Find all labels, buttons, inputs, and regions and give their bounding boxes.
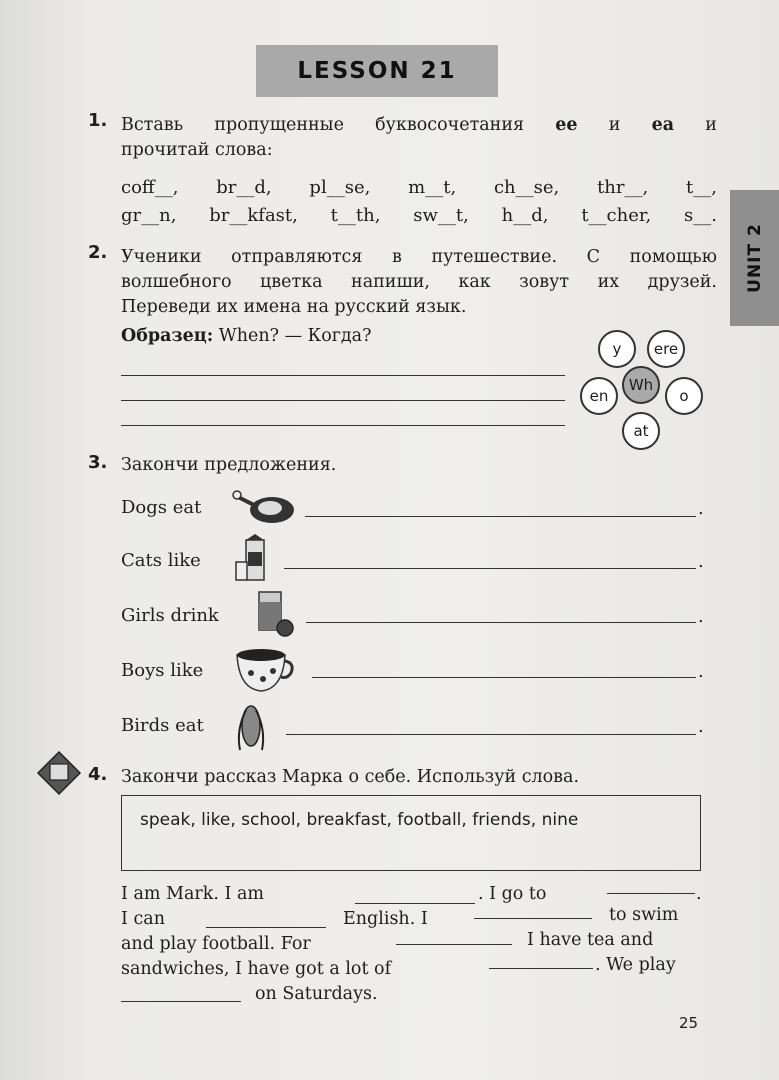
letter-combo-ee: ee	[555, 115, 578, 135]
story-text: to swim	[609, 905, 679, 925]
task-4-number: 4.	[88, 764, 108, 785]
letter-combo-ea: ea	[651, 115, 675, 135]
story-text: on Saturdays.	[255, 984, 378, 1004]
answer-line[interactable]	[305, 516, 696, 517]
unit-tab	[730, 190, 779, 326]
task-2-line-1: Ученики отправляются в путешествие. С помощью	[121, 247, 717, 267]
corn-icon	[234, 700, 268, 754]
task-2-line-2: волшебного цветка напиши, как зовут их друзей.	[121, 272, 717, 292]
task-1-instruction-line-2: прочитай слова:	[121, 140, 273, 160]
task-2-line-3: Переведи их имена на русский язык.	[121, 297, 467, 317]
lesson-title-box	[256, 45, 498, 97]
story-text: .	[696, 884, 702, 904]
task-1-number: 1.	[88, 110, 108, 131]
story-text: I am Mark. I am	[121, 884, 265, 904]
sentence-start: Boys like	[121, 660, 204, 681]
answer-line[interactable]	[312, 677, 696, 678]
task-1-words-line-1: coff__, br__d, pl__se, m__t, ch__se, thr__, t__,	[121, 177, 717, 198]
story-text: . I go to	[478, 884, 547, 904]
flower-center: Wh	[622, 366, 660, 404]
word-bank-box	[121, 795, 701, 871]
task-1-instruction-text: Вставь пропущенные буквосочетания	[121, 115, 525, 135]
period: .	[698, 498, 704, 519]
sample-text: When? — Когда?	[218, 326, 372, 346]
sentence-start: Cats like	[121, 550, 201, 571]
story-blank[interactable]	[489, 968, 593, 969]
period: .	[698, 551, 704, 572]
story-line-1	[121, 882, 264, 907]
juice-icon	[255, 590, 297, 638]
word-bank: speak, like, school, breakfast, football, friends, nine	[140, 810, 579, 830]
task-2-instruction	[121, 245, 717, 320]
story-text: and play football. For	[121, 934, 311, 954]
cup-icon	[233, 645, 297, 695]
story-text: English. I	[343, 909, 428, 929]
period: .	[698, 716, 704, 737]
period: .	[698, 661, 704, 682]
sentence-start: Birds eat	[121, 715, 204, 736]
answer-line[interactable]	[121, 375, 565, 376]
sentence-start: Dogs eat	[121, 497, 202, 518]
unit-tab-label: UNIT 2	[744, 223, 765, 293]
pencil-task-icon	[36, 750, 82, 796]
story-blank[interactable]	[121, 1001, 241, 1002]
story-text: . We play	[595, 955, 676, 975]
story-blank[interactable]	[355, 903, 475, 904]
sentence-start: Girls drink	[121, 605, 219, 626]
answer-line[interactable]	[121, 425, 565, 426]
story-blank[interactable]	[396, 944, 512, 945]
flower-petal: en	[580, 377, 618, 415]
lesson-title: LESSON 21	[297, 58, 457, 84]
task-1-instruction-line-1	[121, 113, 717, 138]
flower-petal: ere	[647, 330, 685, 368]
task-1-instruction	[121, 113, 717, 163]
task-2-number: 2.	[88, 242, 108, 263]
task-3-instruction: Закончи предложения.	[121, 455, 337, 475]
story-blank[interactable]	[474, 918, 592, 919]
task-3-number: 3.	[88, 452, 108, 473]
sample-label: Образец:	[121, 326, 214, 346]
answer-line[interactable]	[121, 400, 565, 401]
answer-line[interactable]	[306, 622, 696, 623]
story-text: I can	[121, 909, 165, 929]
meat-icon	[232, 488, 296, 528]
flower-petal: o	[665, 377, 703, 415]
conjunction: и	[608, 115, 621, 135]
answer-line[interactable]	[284, 568, 696, 569]
story-text: sandwiches, I have got a lot of	[121, 959, 392, 979]
story-text: I have tea and	[527, 930, 654, 950]
conjunction: и	[705, 115, 717, 135]
task-2-sample	[121, 324, 372, 349]
flower-petal: y	[598, 330, 636, 368]
story-blank[interactable]	[607, 893, 695, 894]
task-1-words-line-2: gr__n, br__kfast, t__th, sw__t, h__d, t__cher, s__.	[121, 205, 717, 226]
milk-icon	[234, 534, 268, 584]
story-blank[interactable]	[206, 927, 326, 928]
page-number: 25	[679, 1014, 699, 1032]
flower-petal: at	[622, 412, 660, 450]
period: .	[698, 606, 704, 627]
task-4-instruction: Закончи рассказ Марка о себе. Используй слова.	[121, 767, 580, 787]
answer-line[interactable]	[286, 734, 696, 735]
